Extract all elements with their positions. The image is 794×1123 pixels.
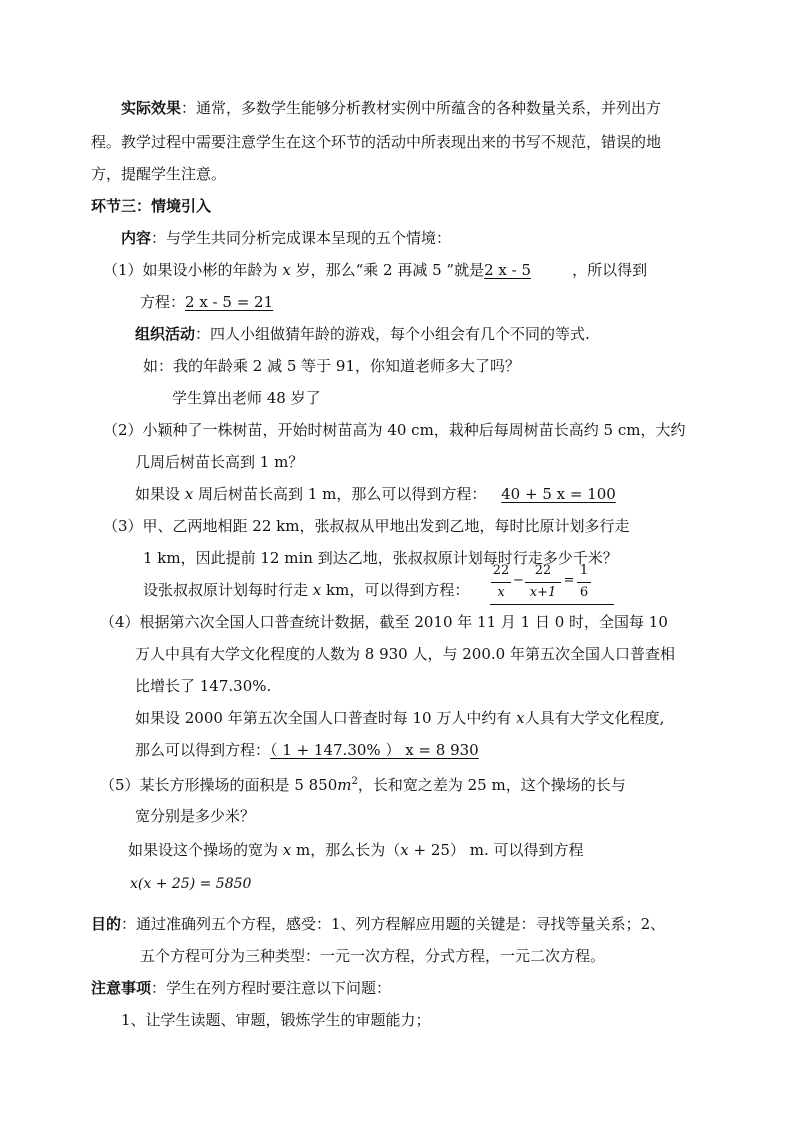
item2-line-2: 几周后树苗长高到 1 m？ xyxy=(135,453,304,471)
item5-pre: （5）某长方形操场的面积是 5 850 xyxy=(100,776,338,794)
item3-line-2: 1 km，因此提前 12 min 到达乙地，张叔叔原计划每时行走多少千米？ xyxy=(143,549,618,567)
item2-pre: 如果设 xyxy=(135,485,181,503)
item2-line-3 xyxy=(135,484,616,504)
frac1-denominator: x xyxy=(497,585,505,600)
item1-pre: （1）如果设小彬的年龄为 xyxy=(103,261,278,279)
item1-eq-label: 方程： xyxy=(140,293,186,311)
effect-line-1 xyxy=(121,98,661,118)
item4-line-3: 比增长了 147.30%. xyxy=(135,677,272,695)
frac2-denominator: x+1 xyxy=(529,585,557,600)
purpose-label: 目的 xyxy=(91,915,122,933)
item1-mid: 岁，那么“乘 2 再减 5 ”就是 xyxy=(295,261,485,279)
item3-equation-underline xyxy=(490,604,614,605)
item1-line-2 xyxy=(140,292,273,312)
purpose-text-1: ：通过准确列五个方程，感受：1、列方程解应用题的关键是：寻找等量关系；2、 xyxy=(121,915,666,933)
frac3-numerator: 1 xyxy=(579,563,589,578)
item1-answer: 学生算出老师 48 岁了 xyxy=(172,389,321,407)
org-activity-line xyxy=(135,324,590,344)
item5-mid: m，那么长为（ xyxy=(296,841,401,859)
content-line xyxy=(121,228,451,248)
item2-var: x xyxy=(184,485,194,503)
item4-pre: 如果设 2000 年第五次全国人口普查时每 10 万人中约有 xyxy=(135,709,512,727)
item3-var: x xyxy=(312,581,322,599)
org-activity-label: 组织活动 xyxy=(135,325,196,343)
section-heading: 环节三：情境引入 xyxy=(91,197,212,215)
purpose-line-2: 五个方程可分为三种类型：一元一次方程，分式方程，一元二次方程。 xyxy=(140,947,606,965)
item1-post: ，所以得到 xyxy=(572,261,648,279)
item1-var: x xyxy=(282,261,291,279)
item2-post: 周后树苗长高到 1 m，那么可以得到方程： xyxy=(198,485,487,503)
item3-line-1: （3）甲、乙两地相距 22 km，张叔叔从甲地出发到乙地，每时比原计划多行走 xyxy=(103,517,630,535)
content-label: 内容 xyxy=(121,229,152,247)
item4-line-2: 万人中具有大学文化程度的人数为 8 930 人，与 200.0 年第五次全国人口普查相 xyxy=(135,645,675,663)
purpose-line-1 xyxy=(91,914,665,934)
item5-unit: m xyxy=(337,776,352,794)
effect-line-3: 方，提醒学生注意。 xyxy=(91,165,227,183)
item4-equation: （ 1 + 147.30% ） x = 8 930 xyxy=(270,741,479,759)
notes-item-1: 1、让学生读题、审题，锻炼学生的审题能力； xyxy=(121,1011,431,1029)
notes-label: 注意事项 xyxy=(91,979,152,997)
item1-expr: 2 x - 5 xyxy=(484,261,531,279)
notes-line xyxy=(91,978,391,998)
item5-pre3: 如果设这个操场的宽为 xyxy=(128,841,279,859)
frac2-bar xyxy=(525,582,561,583)
frac1-bar xyxy=(491,582,511,583)
item3-equation xyxy=(490,563,620,609)
notes-text: ：学生在列方程时要注意以下问题： xyxy=(151,979,392,997)
item1-example: 如：我的年龄乘 2 减 5 等于 91，你知道老师多大了吗？ xyxy=(143,357,521,375)
item5-line-1 xyxy=(100,772,626,795)
item4-eq-label: 那么可以得到方程： xyxy=(135,741,271,759)
item5-equation: x(x + 25) = 5850 xyxy=(130,876,252,892)
item5-post3: + 25） m. 可以得到方程 xyxy=(413,841,584,859)
item3-pre: 设张叔叔原计划每时行走 xyxy=(143,581,309,599)
item2-equation: 40 + 5 x = 100 xyxy=(501,485,616,503)
item5-post: ，长和宽之差为 25 m，这个操场的长与 xyxy=(357,776,626,794)
item5-line-2: 宽分别是多少米？ xyxy=(135,807,256,825)
item5-unit-exponent: 2 xyxy=(351,776,358,787)
frac1-numerator: 22 xyxy=(492,563,510,578)
item4-var: x xyxy=(516,709,525,727)
org-activity-text: ：四人小组做猜年龄的游戏，每个小组会有几个不同的等式. xyxy=(195,325,590,343)
item1-line-1 xyxy=(103,260,647,280)
item4-line-5 xyxy=(135,740,479,760)
item2-line-1: （2）小颖种了一株树苗，开始时树苗高为 40 cm，栽种后每周树苗长高约 5 cm，大约 xyxy=(103,421,686,439)
item4-post: 人具有大学文化程度, xyxy=(524,709,665,727)
effect-line-2: 程。教学过程中需要注意学生在这个环节的活动中所表现出来的书写不规范，错误的地 xyxy=(91,133,662,151)
frac3-denominator: 6 xyxy=(579,585,589,600)
item4-line-4 xyxy=(135,708,664,728)
equals-sign: = xyxy=(563,573,575,588)
frac3-bar xyxy=(577,582,591,583)
item5-var2: x xyxy=(400,841,409,859)
content-text: ：与学生共同分析完成课本呈现的五个情境： xyxy=(151,229,452,247)
effect-text-1: ：通常，多数学生能够分析教材实例中所蕴含的各种数量关系，并列出方 xyxy=(181,99,662,117)
frac2-numerator: 22 xyxy=(534,563,552,578)
item5-var: x xyxy=(282,841,292,859)
item3-line-3 xyxy=(143,580,469,600)
item1-equation: 2 x - 5 = 21 xyxy=(185,293,274,311)
effect-label: 实际效果 xyxy=(121,99,182,117)
item3-post: km，可以得到方程： xyxy=(326,581,470,599)
minus-sign: − xyxy=(513,573,524,588)
item5-line-3 xyxy=(128,840,583,860)
item4-line-1: （4）根据第六次全国人口普查统计数据，截至 2010 年 11 月 1 日 0 时，全国每 10 xyxy=(100,613,668,631)
